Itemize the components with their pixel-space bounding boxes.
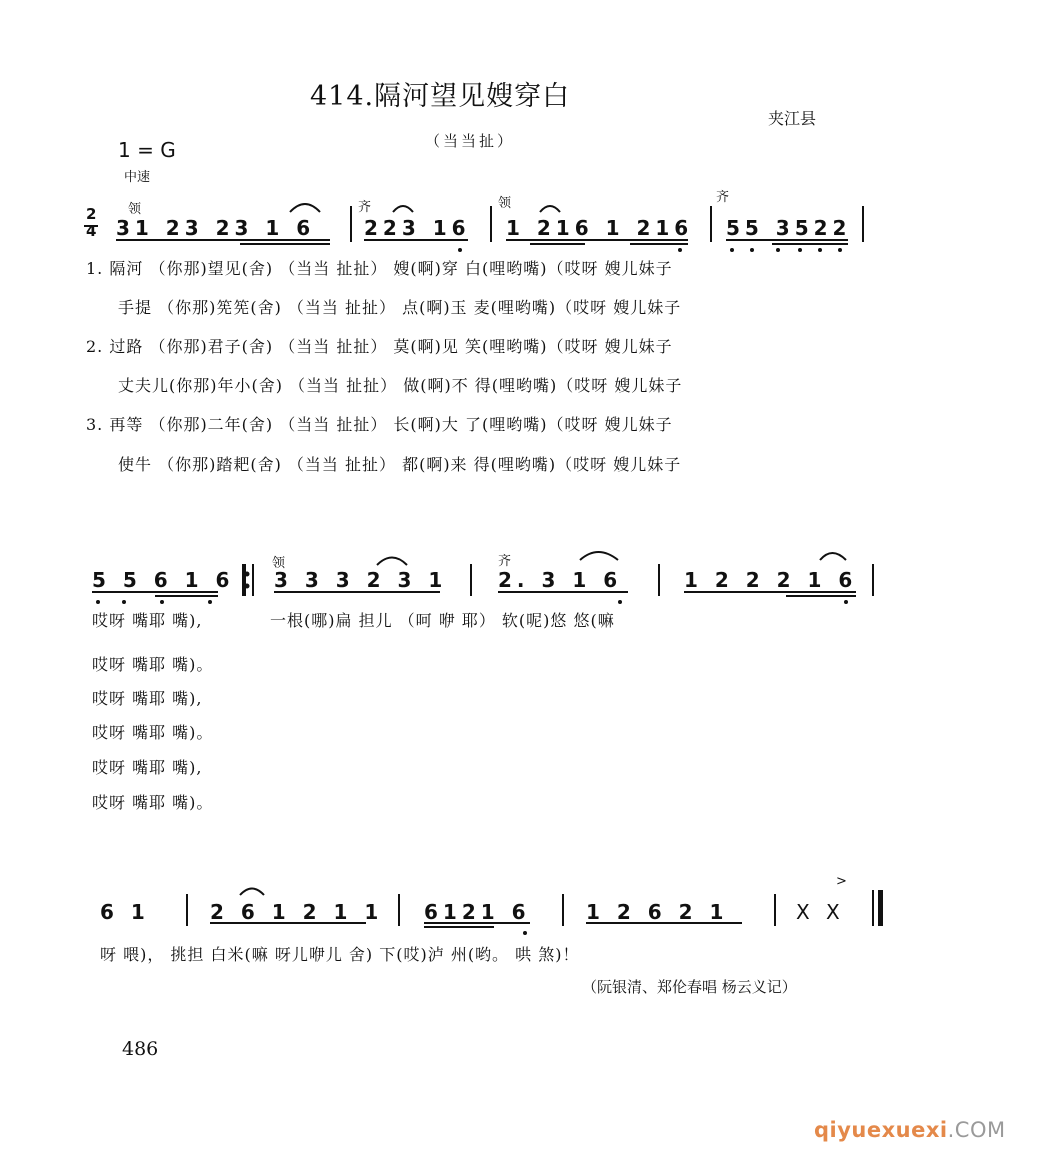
notation-measure: 2 6 1 2 1 1: [210, 900, 384, 924]
notation-measure: 6121 6: [424, 900, 531, 924]
accent-mark: >: [836, 874, 847, 889]
lyric-line: 1. 隔河 （你那)望见(舍) （当当 扯扯） 嫂(啊)穿 白(哩哟嘴)（哎呀 嫂儿妹子: [86, 259, 673, 278]
lyric-line: 哎呀 嘴耶 嘴),: [92, 611, 203, 630]
lyric-line: 2. 过路 （你那)君子(舍) （当当 扯扯） 莫(啊)见 笑(哩哟嘴)（哎呀 嫂儿妹子: [86, 337, 673, 356]
lyric-line: 哎呀 嘴耶 嘴)。: [92, 723, 214, 742]
lyric-line: 哎呀 嘴耶 嘴),: [92, 758, 203, 777]
lyric-line: 呀 喂)， 挑担 白米(嘛 呀儿咿儿 舍) 下(哎)泸 州(哟。 哄 煞)！: [100, 945, 580, 964]
notation-measure: X X: [796, 900, 845, 924]
chorus-mark: 齐: [358, 200, 372, 215]
time-signature: [86, 206, 96, 240]
song-subtitle: （当当扯）: [425, 132, 516, 150]
time-signature-bottom: 4: [86, 222, 97, 240]
lyric-line: 哎呀 嘴耶 嘴),: [92, 689, 203, 708]
notation-measure: 1 216 1 216: [506, 216, 694, 240]
lyric-line: 哎呀 嘴耶 嘴)。: [92, 655, 214, 674]
notation-measure: 3 3 3 2 3 1: [274, 568, 448, 592]
lyric-line: 3. 再等 （你那)二年(舍) （当当 扯扯） 长(啊)大 了(哩哟嘴)（哎呀 嫂儿妹子: [86, 415, 673, 434]
key-signature: 1 = G: [118, 138, 176, 162]
notation-measure: 6 1: [100, 900, 150, 924]
lead-mark: 领: [128, 202, 142, 217]
lead-mark: 领: [272, 556, 286, 571]
tempo-marking: 中速: [124, 170, 151, 185]
notation-measure: 1 2 2 2 1 6: [684, 568, 858, 592]
lyric-line: 手提 （你那)筅筅(舍) （当当 扯扯） 点(啊)玉 麦(哩哟嘴)（哎呀 嫂儿妹子: [118, 298, 682, 317]
lyric-line: 使牛 （你那)踏耙(舍) （当当 扯扯） 都(啊)来 得(哩哟嘴)（哎呀 嫂儿妹子: [118, 455, 682, 474]
lyric-line: 一根(哪)扁 担儿 （呵 咿 耶） 软(呢)悠 悠(嘛: [270, 611, 615, 630]
notation-measure: 2. 3 1 6: [498, 568, 623, 592]
region-label: 夹江县: [768, 109, 817, 128]
page-number: 486: [122, 1038, 159, 1060]
lyric-line: 哎呀 嘴耶 嘴)。: [92, 793, 214, 812]
watermark-brand: qiyuexuexi: [814, 1118, 948, 1142]
song-title: 414.隔河望见嫂穿白: [310, 81, 571, 112]
notation-measure: 223 16: [364, 216, 471, 240]
notation-measure: 5 5 6 1 6: [92, 568, 235, 592]
time-signature-top: 2: [86, 205, 97, 223]
notation-measure: 31 23 23 1 6: [116, 216, 316, 240]
lyric-line: 丈夫儿(你那)年小(舍) （当当 扯扯） 做(啊)不 得(哩哟嘴)（哎呀 嫂儿妹子: [118, 376, 683, 395]
chorus-mark: 齐: [498, 554, 512, 569]
notation-measure: 1 2 6 2 1: [586, 900, 729, 924]
notation-measure: 55 3522: [726, 216, 852, 240]
credit-line: （阮银清、郑伦春唱 杨云义记）: [582, 978, 797, 996]
watermark-domain: .COM: [947, 1118, 1006, 1142]
lead-mark: 领: [498, 196, 512, 211]
chorus-mark: 齐: [716, 190, 730, 205]
site-watermark: [814, 1118, 1006, 1142]
